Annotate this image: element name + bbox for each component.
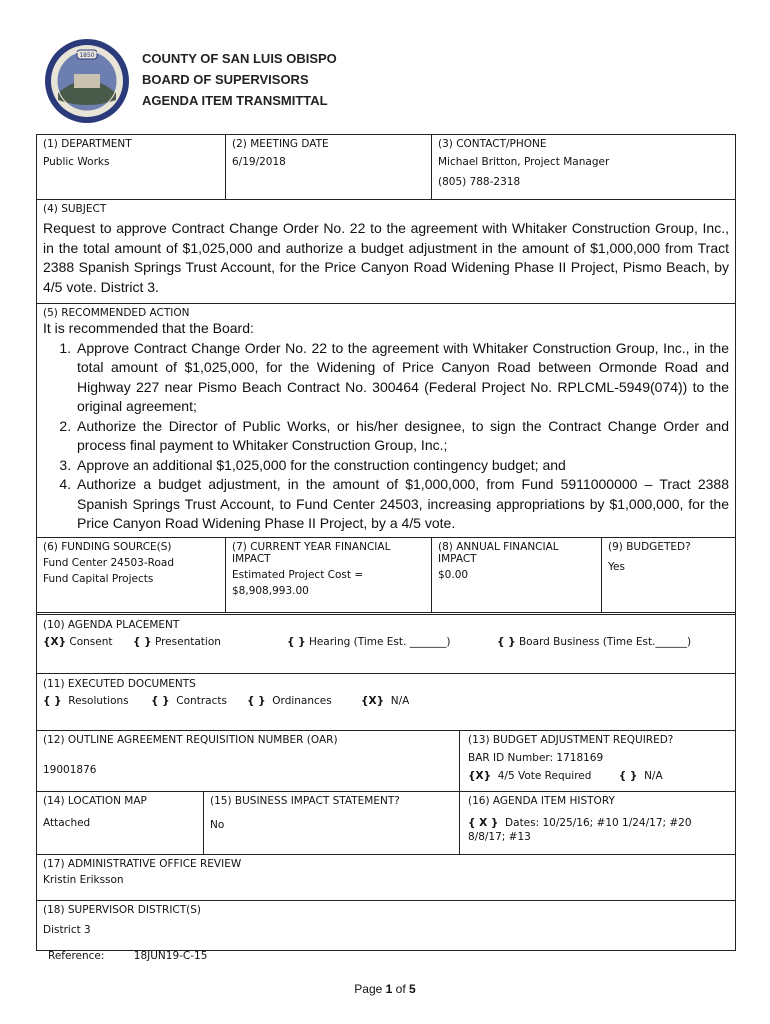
consent-checkbox[interactable]: {X} xyxy=(43,636,67,648)
hearing-label: Hearing (Time Est. _______) xyxy=(308,636,451,648)
board-business-option xyxy=(497,636,691,648)
recommended-action-list xyxy=(43,339,729,534)
board-business-label: Board Business (Time Est.______) xyxy=(518,636,692,648)
location-map-label: (14) LOCATION MAP xyxy=(43,795,147,807)
presentation-option xyxy=(133,636,221,648)
agenda-history-dates-line2: 8/8/17; #13 xyxy=(468,831,531,843)
row-executed-documents xyxy=(37,674,735,731)
admin-review-value: Kristin Eriksson xyxy=(43,874,124,886)
budget-na-checkbox[interactable]: { } xyxy=(618,770,638,782)
budgeted-value: Yes xyxy=(608,561,625,573)
annual-impact-label-line2: IMPACT xyxy=(438,553,477,565)
current-year-impact-label-line2: IMPACT xyxy=(232,553,271,565)
reference-value: 18JUN19-C-15 xyxy=(133,950,208,962)
agenda-history-label: (16) AGENDA ITEM HISTORY xyxy=(468,795,615,807)
funding-source-line2: Fund Capital Projects xyxy=(43,573,154,585)
na-checkbox[interactable]: {X} xyxy=(361,695,385,707)
recommended-action-item: 3. Approve an additional $1,025,000 for the construction contingency budget; and xyxy=(75,456,729,476)
presentation-label: Presentation xyxy=(154,636,221,648)
recommended-action-label: (5) RECOMMENDED ACTION xyxy=(43,307,190,319)
annual-impact-label: (8) ANNUAL FINANCIAL xyxy=(438,541,559,553)
page-number xyxy=(0,982,770,996)
presentation-checkbox[interactable]: { } xyxy=(133,636,152,648)
hearing-option xyxy=(287,636,451,648)
oar-label: (12) OUTLINE AGREEMENT REQUISITION NUMBER (OAR) xyxy=(43,734,338,746)
consent-label: Consent xyxy=(69,636,113,648)
ordinances-option xyxy=(247,695,332,707)
page-prefix: Page xyxy=(354,982,383,996)
location-map-value: Attached xyxy=(43,817,91,829)
page-current: 1 xyxy=(385,982,393,996)
annual-impact-value: $0.00 xyxy=(438,569,469,581)
recommended-action-item: 2. Authorize the Director of Public Works, or his/her designee, to sign the Contract Change Order and process final payment to Whitaker Construction Group, Inc.; xyxy=(75,417,729,456)
subject-text: Request to approve Contract Change Order No. 22 to the agreement with Whitaker Construction Group, Inc., in the total amount of $1,025,000 and authorize a budget adjustment in the amount of $1,000,000 from Tract 2388 Spanish Springs Trust Account, for the Price Canyon Road Widening Phase II Project, Pismo Beach, by 4/5 vote. District 3. xyxy=(43,220,729,295)
bar-id: BAR ID Number: 1718169 xyxy=(468,752,604,764)
county-seal-icon xyxy=(44,38,130,124)
contact-phone: (805) 788-2318 xyxy=(438,176,521,188)
meeting-date-label: (2) MEETING DATE xyxy=(232,138,329,150)
business-impact-value: No xyxy=(210,819,225,831)
agenda-history-checkbox[interactable]: { X } xyxy=(468,817,499,829)
row-admin-review xyxy=(37,855,735,901)
page-total: 5 xyxy=(409,982,416,996)
contracts-checkbox[interactable]: { } xyxy=(151,695,170,707)
subject-label: (4) SUBJECT xyxy=(43,203,107,215)
hearing-checkbox[interactable]: { } xyxy=(287,636,306,648)
recommended-action-intro: It is recommended that the Board: xyxy=(43,320,254,336)
row-location-business-history xyxy=(37,792,735,855)
estimated-cost-label: Estimated Project Cost = xyxy=(232,569,364,581)
vote-required-checkbox[interactable]: {X} xyxy=(468,770,492,782)
resolutions-option xyxy=(43,695,129,707)
board-name: BOARD OF SUPERVISORS xyxy=(142,72,309,87)
funding-source-label: (6) FUNDING SOURCE(S) xyxy=(43,541,172,553)
estimated-cost-value: $8,908,993.00 xyxy=(232,585,309,597)
business-impact-label: (15) BUSINESS IMPACT STATEMENT? xyxy=(210,795,400,807)
resolutions-checkbox[interactable]: { } xyxy=(43,695,62,707)
consent-option xyxy=(43,636,113,648)
row-financial xyxy=(37,538,735,615)
executed-documents-label: (11) EXECUTED DOCUMENTS xyxy=(43,678,196,690)
admin-review-label: (17) ADMINISTRATIVE OFFICE REVIEW xyxy=(43,858,242,870)
na-label: N/A xyxy=(390,695,410,707)
recommended-action-item: 4. Authorize a budget adjustment, in the amount of $1,000,000, from Fund 5911000000 – Tract 2388 Spanish Springs Trust Account, to Fund Center 24503, increasing appropriations by $1,000,000, for the Price Canyon Road Widening Phase II Project, by a 4/5 vote. xyxy=(75,475,729,534)
vote-required-label: 4/5 Vote Required xyxy=(497,770,592,782)
funding-source-line1: Fund Center 24503-Road xyxy=(43,557,174,569)
ordinances-label: Ordinances xyxy=(272,695,332,707)
budget-na-label: N/A xyxy=(644,770,663,782)
page-of: of xyxy=(395,982,406,996)
supervisor-district-value: District 3 xyxy=(43,924,91,936)
meeting-date-value: 6/19/2018 xyxy=(232,156,286,168)
contact-label: (3) CONTACT/PHONE xyxy=(438,138,547,150)
recommended-action-item: 1. Approve Contract Change Order No. 22 to the agreement with Whitaker Construction Group, Inc., in the total amount of $1,025,000, for the Widening of Price Canyon Road between Ormonde Road and Highway 227 near Pismo Beach Contract No. 300464 (Federal Project No. RPLCML-5949(074)) to the original agreement; xyxy=(75,339,729,417)
ordinances-checkbox[interactable]: { } xyxy=(247,695,266,707)
supervisor-district-label: (18) SUPERVISOR DISTRICT(S) xyxy=(43,904,202,916)
contracts-label: Contracts xyxy=(176,695,227,707)
row-oar-budget-adjustment xyxy=(37,731,735,792)
document-header xyxy=(44,38,464,118)
row-agenda-placement xyxy=(37,615,735,674)
department-label: (1) DEPARTMENT xyxy=(43,138,132,150)
county-name: COUNTY OF SAN LUIS OBISPO xyxy=(142,51,337,66)
reference xyxy=(48,950,207,962)
transmittal-form xyxy=(36,134,736,951)
na-option xyxy=(361,695,409,707)
row-subject xyxy=(37,200,735,304)
current-year-impact-label: (7) CURRENT YEAR FINANCIAL xyxy=(232,541,391,553)
board-business-checkbox[interactable]: { } xyxy=(497,636,516,648)
resolutions-label: Resolutions xyxy=(68,695,129,707)
budgeted-label: (9) BUDGETED? xyxy=(608,541,691,553)
contracts-option xyxy=(151,695,227,707)
contact-name: Michael Britton, Project Manager xyxy=(438,156,610,168)
oar-value: 19001876 xyxy=(43,764,97,776)
agenda-history-dates: Dates: 10/25/16; #10 1/24/17; #20 xyxy=(505,817,692,829)
row-recommended-action xyxy=(37,304,735,538)
row-department-date-contact xyxy=(37,135,735,200)
reference-label: Reference: xyxy=(48,950,105,962)
seal-year: 1850 xyxy=(79,52,95,59)
department-value: Public Works xyxy=(43,156,110,168)
budget-adjustment-label: (13) BUDGET ADJUSTMENT REQUIRED? xyxy=(468,734,674,746)
document-title: AGENDA ITEM TRANSMITTAL xyxy=(142,93,328,108)
row-supervisor-district xyxy=(37,901,735,950)
agenda-placement-label: (10) AGENDA PLACEMENT xyxy=(43,619,180,631)
